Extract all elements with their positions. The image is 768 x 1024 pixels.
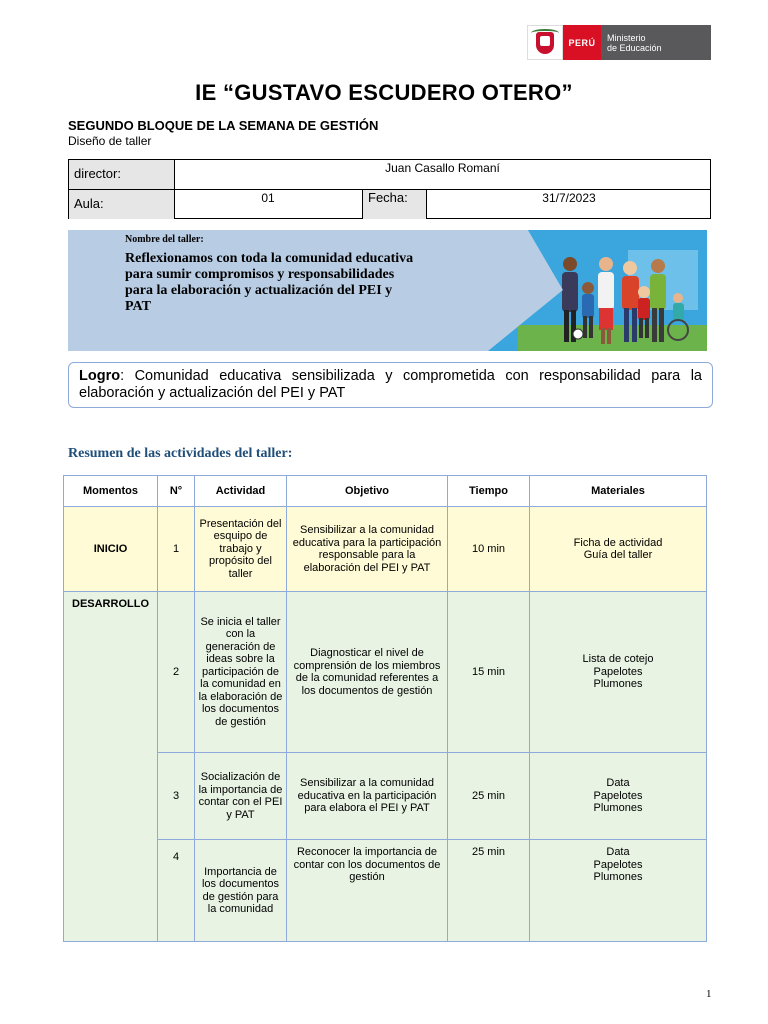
materials-cell: Ficha de actividad Guía del taller [530,507,707,592]
summary-heading: Resumen de las actividades del taller: [68,446,293,461]
number-cell: 3 [158,753,195,840]
page-title: IE “GUSTAVO ESCUDERO OTERO” [195,80,573,105]
col-header: Tiempo [448,476,530,507]
col-header: Materiales [530,476,707,507]
activity-cell: Socialización de la importancia de contar con el PEI y PAT [195,753,287,840]
workshop-banner [68,230,707,351]
people-icon [518,230,707,351]
logro-label: Logro [79,368,121,384]
aula-label: Aula: [69,190,174,219]
aula-value: 01 [261,191,275,205]
director-label: director: [69,160,174,189]
momento-cell: INICIO [64,507,158,592]
table-row [64,753,707,840]
minedu-logo [527,25,711,60]
table-row [64,507,707,592]
col-header: Actividad [195,476,287,507]
design-label: Diseño de taller [68,134,152,148]
time-cell: 25 min [448,840,530,942]
objective-cell: Reconocer la importancia de contar con los documentos de gestión [287,840,448,942]
coat-of-arms-icon [527,25,563,60]
director-value: Juan Casallo Romaní [385,161,500,175]
materials-cell: Data Papelotes Plumones [530,840,707,942]
objective-cell: Sensibilizar a la comunidad educativa para la participación responsable para la elaboración del PEI y PAT [287,507,448,592]
objective-cell: Diagnosticar el nivel de comprensión de los miembros de la comunidad referentes a los documentos de gestión [287,592,448,753]
materials-cell: Data Papelotes Plumones [530,753,707,840]
workshop-name-label: Nombre del taller: [125,234,204,245]
col-header: Momentos [64,476,158,507]
objective-cell: Sensibilizar a la comunidad educativa en la participación para elabora el PEI y PAT [287,753,448,840]
time-cell: 25 min [448,753,530,840]
activities-table [63,475,707,942]
time-cell: 15 min [448,592,530,753]
momento-cell: DESARROLLO [64,592,158,942]
fecha-label: Fecha: [363,190,426,219]
number-cell: 2 [158,592,195,753]
ministry-label: Ministerio de Educación [601,25,711,60]
peru-label: PERÚ [563,25,601,60]
page-number: 1 [706,988,712,1000]
activity-cell: Se inicia el taller con la generación de ideas sobre la participación de la comunidad en la elaboración de los documentos de gestión [195,592,287,753]
activity-cell: Importancia de los documentos de gestión para la comunidad [195,840,287,942]
section-subtitle: SEGUNDO BLOQUE DE LA SEMANA DE GESTIÓN [68,118,379,133]
table-header-row [64,476,707,507]
table-row [64,840,707,942]
logro-box [68,362,713,408]
number-cell: 4 [158,840,195,942]
logro-text: : Comunidad educativa sensibilizada y comprometida con responsabilidad para la elaboración y actualización del PEI y PAT [79,368,702,401]
number-cell: 1 [158,507,195,592]
workshop-name: Reflexionamos con toda la comunidad educativa para sumir compromisos y responsabilidades para la elaboración y actualización del PEI y PAT [125,251,414,314]
table-row [64,592,707,753]
activity-cell: Presentación del esquipo de trabajo y propósito del taller [195,507,287,592]
time-cell: 10 min [448,507,530,592]
fecha-value: 31/7/2023 [542,191,596,205]
col-header: Objetivo [287,476,448,507]
col-header: N° [158,476,195,507]
materials-cell: Lista de cotejo Papelotes Plumones [530,592,707,753]
info-table [68,159,711,219]
